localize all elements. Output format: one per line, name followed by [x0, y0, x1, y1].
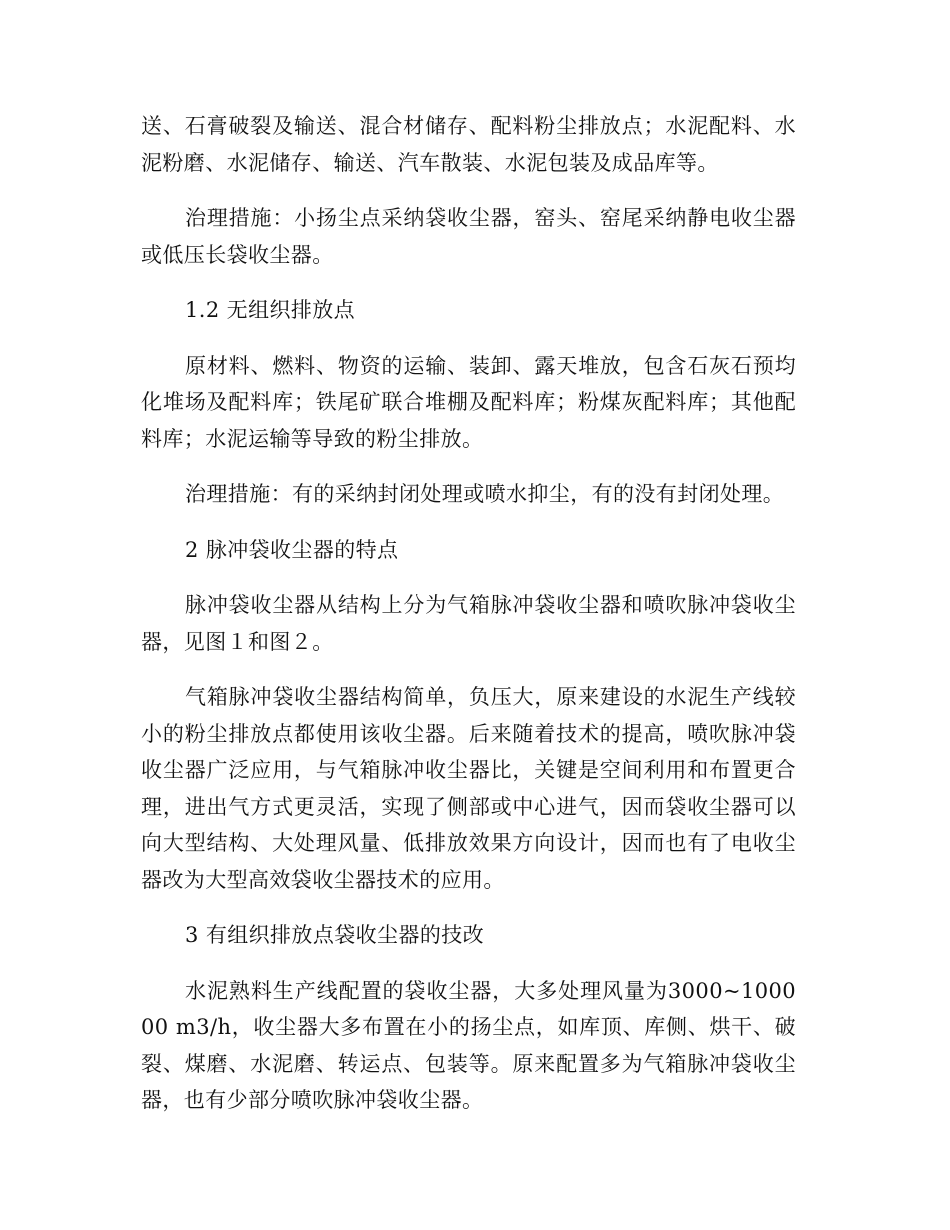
paragraph-unorganized-emission: 原材料、燃料、物资的运输、装卸、露天堆放，包含石灰石预均化堆场及配料库；铁尾矿联合堆棚及配料库；粉煤灰配料库；其他配料库；水泥运输等导致的粉尘排放。 [141, 353, 796, 451]
paragraph-pulse-types: 脉冲袋收尘器从结构上分为气箱脉冲袋收尘器和喷吹脉冲袋收尘器，见图１和图２。 [141, 593, 796, 654]
section-heading-3: 3 有组织排放点袋收尘器的技改 [185, 923, 485, 947]
paragraph-bag-collector-config: 水泥熟料生产线配置的袋收尘器，大多处理风量为3000~100000 m3/h，收尘器大多布置在小的扬尘点，如库顶、库侧、烘干、破裂、煤磨、水泥磨、转运点、包装等。原来配置多为气箱脉冲袋收尘器，也有少部分喷吹脉冲袋收尘器。 [141, 978, 796, 1112]
paragraph-treatment-measures: 治理措施：小扬尘点采纳袋收尘器，窑头、窑尾采纳静电收尘器或低压长袋收尘器。 [141, 206, 796, 267]
paragraph-continued: 送、石膏破裂及输送、混合材储存、配料粉尘排放点；水泥配料、水泥粉磨、水泥储存、输送、汽车散装、水泥包装及成品库等。 [141, 114, 796, 175]
paragraph-treatment-measures-2: 治理措施：有的采纳封闭处理或喷水抑尘，有的没有封闭处理。 [185, 482, 785, 506]
paragraph-pulse-comparison: 气箱脉冲袋收尘器结构简单，负压大，原来建设的水泥生产线较小的粉尘排放点都使用该收尘器。后来随着技术的提高，喷吹脉冲袋收尘器广泛应用，与气箱脉冲收尘器比，关键是空间利用和布置更合理，进出气方式更灵活，实现了侧部或中心进气，因而袋收尘器可以向大型结构、大处理风量、低排放效果方向设计，因而也有了电收尘器改为大型高效袋收尘器技术的应用。 [141, 685, 796, 892]
document-body [141, 108, 796, 1119]
section-heading-1-2: 1.2 无组织排放点 [185, 298, 356, 322]
section-heading-2: 2 脉冲袋收尘器的特点 [185, 537, 399, 562]
